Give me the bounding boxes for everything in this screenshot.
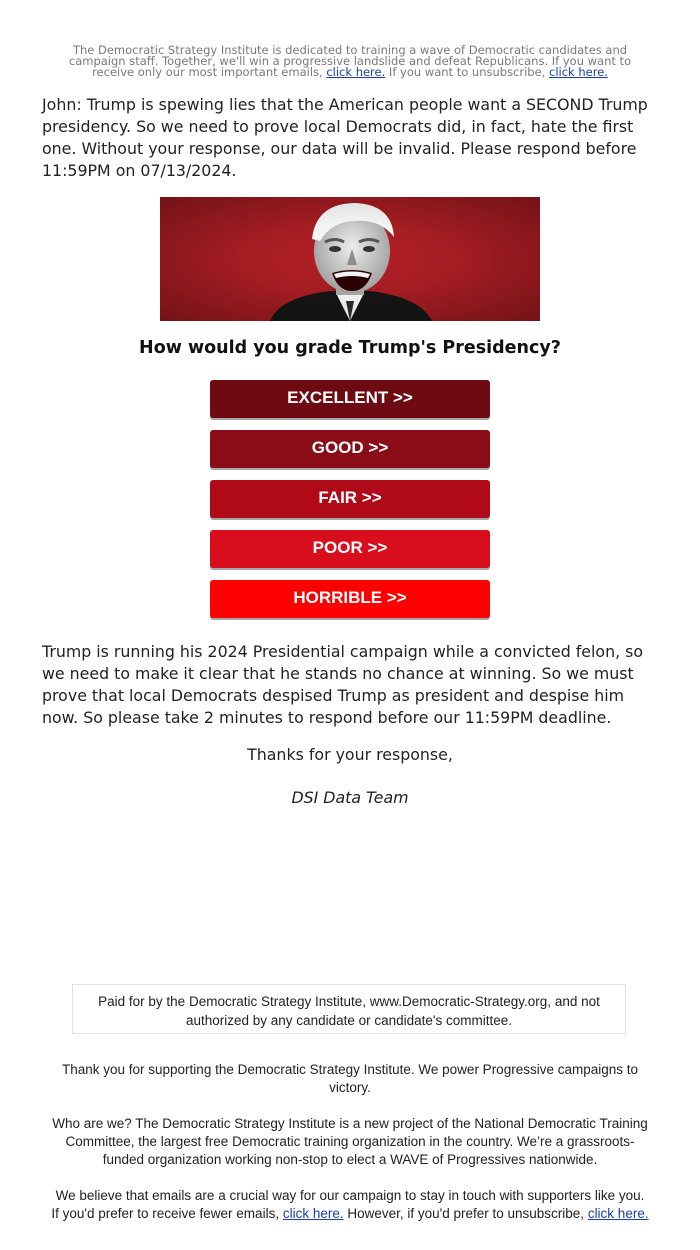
preheader-text: The Democratic Strategy Institute is dedicated to training a wave of Democratic candidates and campaign staff. Together, we'll win a progressive landslide and defeat Republicans. If you want to receive only our most important emails,	[68, 43, 632, 79]
body-paragraph: Trump is running his 2024 Presidential campaign while a convicted felon, so we need to make it clear that he stands no chance at winning. So we must prove that local Democrats despised Trump as president and despise him now. So please take 2 minutes to respond before our 11:59PM deadline.	[42, 642, 644, 727]
fewer-emails-link[interactable]: click here.	[326, 65, 386, 79]
signature: DSI Data Team	[291, 788, 409, 807]
grade-good-button[interactable]: GOOD >>	[210, 430, 490, 468]
unsubscribe-link[interactable]: click here.	[549, 65, 608, 79]
preheader	[50, 45, 650, 78]
paid-for-disclaimer: Paid for by the Democratic Strategy Institute, www.Democratic-Strategy.org, and not authorized by any candidate or candidate's committee.	[72, 984, 626, 1034]
grade-fair-button[interactable]: FAIR >>	[210, 480, 490, 518]
footer-thanks-paragraph: Thank you for supporting the Democratic Strategy Institute. We power Progressive campaigns to victory.	[61, 1062, 639, 1095]
footer-fewer-emails-link[interactable]: click here.	[282, 1206, 344, 1221]
footer-email-text-middle: However, if you'd prefer to unsubscribe,	[343, 1206, 588, 1221]
preheader-text-middle: If you want to unsubscribe,	[385, 65, 549, 79]
grade-excellent-button[interactable]: EXCELLENT >>	[210, 380, 490, 418]
thanks-line: Thanks for your response,	[247, 745, 453, 764]
footer-about-paragraph: Who are we? The Democratic Strategy Institute is a new project of the National Democratic Training Committee, the largest free Democratic training organization in the country. We’re a grassroots-funded organization working non-stop to elect a WAVE of Progressives nationwide.	[52, 1116, 648, 1167]
intro-paragraph: John: Trump is spewing lies that the American people want a SECOND Trump presidency. So we need to prove local Democrats did, in fact, hate the first one. Without your response, our data will be invalid. Please respond before 11:59PM on 07/13/2024.	[42, 95, 648, 180]
grade-poor-button[interactable]: POOR >>	[210, 530, 490, 568]
poll-question: How would you grade Trump's Presidency?	[139, 338, 561, 358]
footer-email-text: We believe that emails are a crucial way for our campaign to stay in touch with supporters like you. If you'd prefer to receive fewer emails,	[51, 1188, 645, 1221]
hero-image-vignette	[160, 197, 540, 321]
footer-unsubscribe-link[interactable]: click here.	[587, 1206, 649, 1221]
footer-email-paragraph	[50, 1187, 650, 1223]
grade-horrible-button[interactable]: HORRIBLE >>	[210, 580, 490, 618]
hero-image[interactable]	[160, 197, 540, 321]
